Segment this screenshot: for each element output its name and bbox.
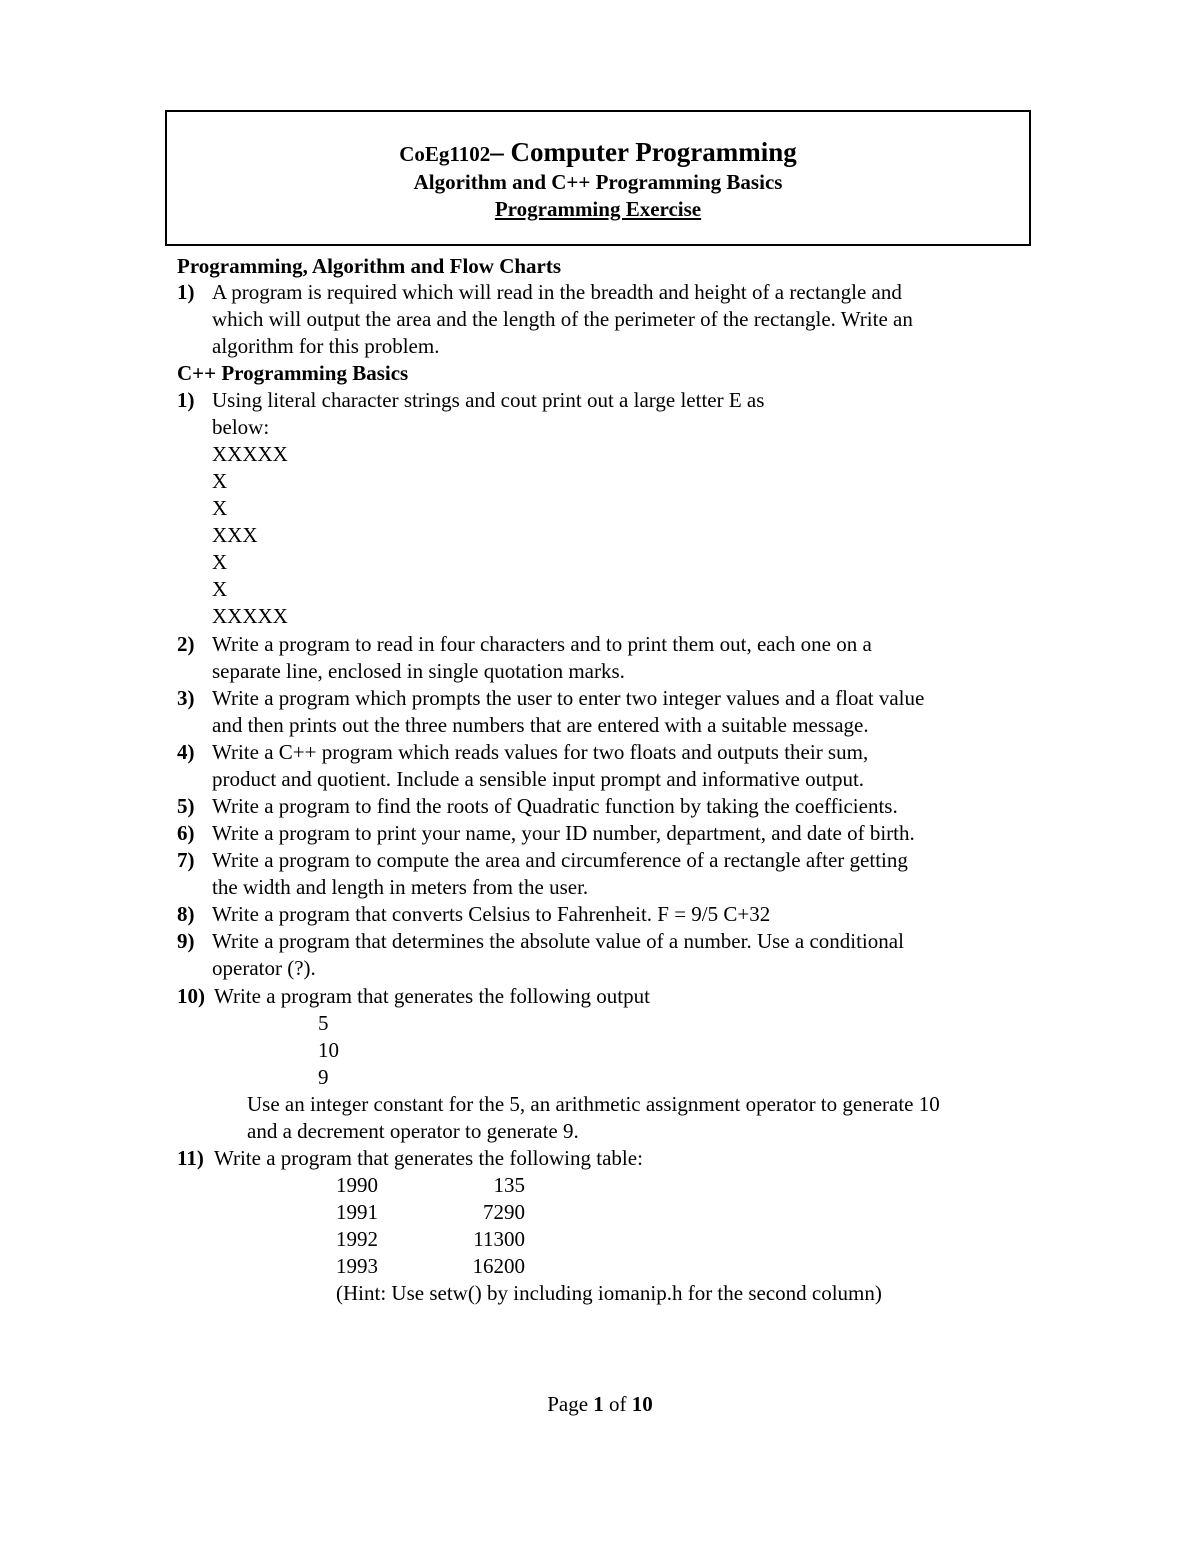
output-line: 5 bbox=[318, 1011, 329, 1035]
question-number: 11) bbox=[177, 1146, 204, 1170]
course-title bbox=[167, 137, 1029, 168]
question-text: Write a program which prompts the user to enter two integer values and a float value bbox=[212, 686, 925, 710]
question-text: operator (?). bbox=[212, 956, 316, 980]
question-text: A program is required which will read in the breadth and height of a rectangle and bbox=[212, 280, 902, 304]
question-number: 1) bbox=[177, 280, 195, 304]
question-number: 10) bbox=[177, 984, 205, 1008]
output-line: 9 bbox=[318, 1065, 329, 1089]
page-of: of bbox=[603, 1392, 632, 1416]
letter-e-row: XXXXX bbox=[212, 604, 288, 628]
letter-e-row: X bbox=[212, 496, 228, 520]
course-code: CoEg1102 bbox=[399, 142, 491, 166]
letter-e-row: X bbox=[212, 469, 228, 493]
question-text: Using literal character strings and cout print out a large letter E as bbox=[212, 388, 765, 412]
question-text: and then prints out the three numbers that are entered with a suitable message. bbox=[212, 713, 869, 737]
page-label: Page bbox=[547, 1392, 594, 1416]
question-text: Write a program that generates the following table: bbox=[214, 1146, 643, 1170]
question-text: which will output the area and the length of the perimeter of the rectangle. Write an bbox=[212, 307, 913, 331]
question-text: Write a program to print your name, your ID number, department, and date of birth. bbox=[212, 821, 915, 845]
question-text: product and quotient. Include a sensible input prompt and informative output. bbox=[212, 767, 865, 791]
question-text: algorithm for this problem. bbox=[212, 334, 440, 358]
question-note: and a decrement operator to generate 9. bbox=[247, 1119, 579, 1143]
course-name: – Computer Programming bbox=[490, 137, 797, 167]
question-number: 1) bbox=[177, 388, 195, 412]
letter-e-row: XXXXX bbox=[212, 442, 288, 466]
question-number: 4) bbox=[177, 740, 195, 764]
question-text: the width and length in meters from the user. bbox=[212, 875, 589, 899]
question-text: Write a program that determines the absolute value of a number. Use a conditional bbox=[212, 929, 904, 953]
page-total: 10 bbox=[631, 1392, 653, 1416]
title-box bbox=[165, 110, 1031, 246]
table-year: 1990 bbox=[336, 1173, 378, 1197]
question-number: 9) bbox=[177, 929, 195, 953]
table-value: 16200 bbox=[472, 1254, 525, 1278]
question-text: Write a program to find the roots of Quadratic function by taking the coefficients. bbox=[212, 794, 898, 818]
page-number: 1 bbox=[593, 1392, 604, 1416]
question-number: 7) bbox=[177, 848, 195, 872]
table-year: 1991 bbox=[336, 1200, 378, 1224]
letter-e-row: X bbox=[212, 550, 228, 574]
question-text: Write a program to read in four characters and to print them out, each one on a bbox=[212, 632, 872, 656]
question-hint: (Hint: Use setw() by including iomanip.h for the second column) bbox=[336, 1281, 882, 1305]
question-number: 3) bbox=[177, 686, 195, 710]
table-year: 1992 bbox=[336, 1227, 378, 1251]
table-value: 135 bbox=[493, 1173, 525, 1197]
table-value: 11300 bbox=[473, 1227, 525, 1251]
question-number: 2) bbox=[177, 632, 195, 656]
output-line: 10 bbox=[318, 1038, 339, 1062]
question-text: Write a C++ program which reads values for two floats and outputs their sum, bbox=[212, 740, 869, 764]
table-year: 1993 bbox=[336, 1254, 378, 1278]
question-note: Use an integer constant for the 5, an arithmetic assignment operator to generate 10 bbox=[247, 1092, 940, 1116]
question-text: separate line, enclosed in single quotation marks. bbox=[212, 659, 625, 683]
question-text: below: bbox=[212, 415, 270, 439]
section-heading-cpp-basics: C++ Programming Basics bbox=[177, 361, 409, 385]
table-value: 7290 bbox=[483, 1200, 525, 1224]
question-text: Write a program to compute the area and circumference of a rectangle after getting bbox=[212, 848, 908, 872]
page-footer bbox=[0, 1392, 1200, 1417]
question-number: 5) bbox=[177, 794, 195, 818]
question-text: Write a program that converts Celsius to Fahrenheit. F = 9/5 C+32 bbox=[212, 902, 771, 926]
question-number: 8) bbox=[177, 902, 195, 926]
exercise-label: Programming Exercise bbox=[494, 197, 702, 221]
question-number: 6) bbox=[177, 821, 195, 845]
course-subtitle: Algorithm and C++ Programming Basics bbox=[413, 170, 783, 194]
letter-e-row: XXX bbox=[212, 523, 258, 547]
letter-e-row: X bbox=[212, 577, 228, 601]
question-text: Write a program that generates the following output bbox=[214, 984, 650, 1008]
section-heading-algorithms: Programming, Algorithm and Flow Charts bbox=[177, 254, 562, 278]
